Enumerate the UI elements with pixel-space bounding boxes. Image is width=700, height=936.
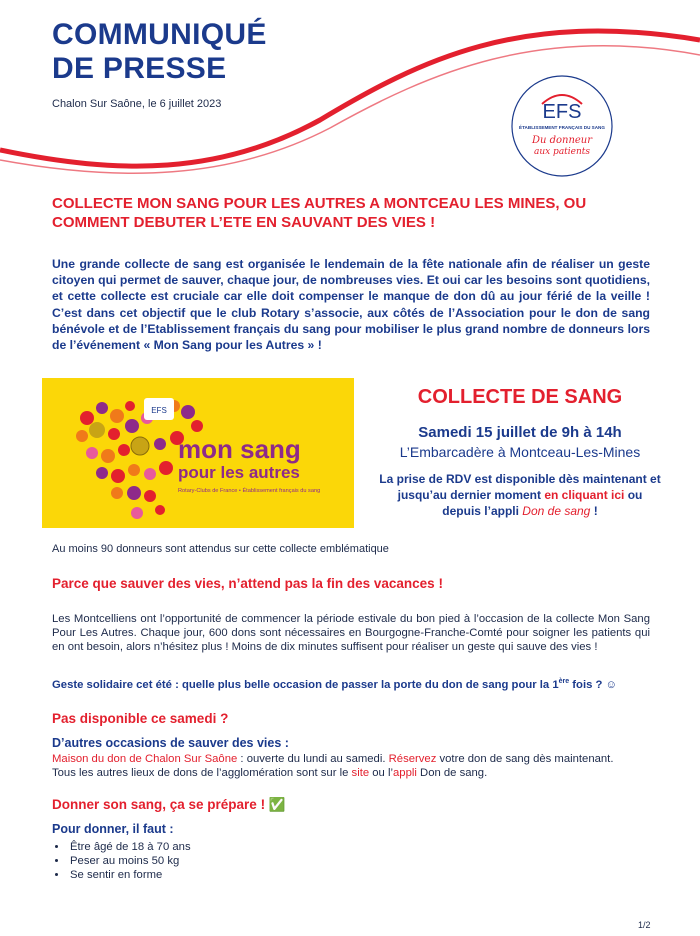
section2-subtitle: D’autres occasions de sauver des vies : [52,736,289,750]
rdv-text-3: ! [590,504,598,518]
title-line-2: DE PRESSE [52,52,227,85]
section2-text-5: Don de sang. [416,767,488,779]
event-rdv [378,471,662,519]
rdv-text-2: ou depuis l’appli [442,488,643,518]
logo-acronym: EFS [542,101,582,123]
banner-line-2: pour les autres [178,463,300,482]
section3-title [52,797,286,813]
gesture-sup: ère [558,678,570,685]
list-item: • Se sentir en forme [68,868,191,882]
title-line-1: COMMUNIQUÉ [52,18,267,51]
banner-line-3: Rotary-Clubs de France • Établissement français du sang [178,488,321,494]
mon-sang-banner [42,378,354,528]
event-heading: COLLECTE DE SANG [417,386,623,408]
list-item: • Peser au moins 50 kg [68,854,191,868]
gesture-line [52,678,617,691]
appli-link[interactable]: appli [393,767,417,779]
section2-text-3: Tous les autres lieux de dons de l’agglomération sont sur le [52,767,352,779]
section3-subtitle: Pour donner, il faut : [52,822,174,836]
section2-text-4: ou l’ [369,767,394,779]
page-number: 1/2 [638,920,651,930]
headline: COLLECTE MON SANG POUR LES AUTRES A MONTCEAU LES MINES, OU COMMENT DEBUTER L’ETE EN SAUVANT DES VIES ! [52,195,587,231]
section2-title: Pas disponible ce samedi ? [52,711,229,726]
rdv-link[interactable]: en cliquant ici [544,488,625,502]
event-date: Samedi 15 juillet de 9h à 14h [418,424,622,441]
page-title [52,18,267,86]
event-place: L’Embarcadère à Montceau-Les-Mines [399,444,641,460]
logo-org: ÉTABLISSEMENT FRANÇAIS DU SANG [519,125,605,130]
check-icon: ✅ [268,797,286,812]
logo-tagline-2: aux patients [533,147,591,157]
rdv-app-link[interactable]: Don de sang [522,504,591,518]
heart-dots-graphic [42,378,354,528]
gesture-text-2: fois ? ☺ [569,678,618,691]
banner-line-1: mon sang [178,434,301,464]
section1-title: Parce que sauver des vies, n’attend pas la fin des vacances ! [52,576,443,591]
section2-text-2: votre don de sang dès maintenant. [436,753,614,765]
section2-body [52,752,650,780]
gesture-text-1: Geste solidaire cet été : quelle plus belle occasion de passer la porte du don de sang pour la 1 [52,678,559,691]
event-info [378,386,662,519]
dateline: Chalon Sur Saône, le 6 juillet 2023 [52,98,222,110]
logo-tagline-1: Du donneur [531,135,593,146]
section2-text-1: : ouverte du lundi au samedi. [237,753,389,765]
section1-body: Les Montcelliens ont l’opportunité de commencer la période estivale du bon pied à l’occasion de la collecte Mon Sang Pour Les Autres. Chaque jour, 600 dons sont nécessaires en Bourgogne-Franche-Comté pour soigner les patients qui en ont besoin, alors n’hésitez plus ! Moins de dix minutes suffisent pour réaliser un geste qui sauve des vies ! [52,613,650,653]
efs-logo [510,74,614,178]
site-link[interactable]: site [351,767,370,779]
reserve-link[interactable]: Réservez [388,753,437,765]
section3-title-text: Donner son sang, ça se prépare ! [52,797,269,812]
requirements-list [52,840,191,882]
intro-paragraph: Une grande collecte de sang est organisée le lendemain de la fête nationale afin de réaliser un geste citoyen qui permet de sauver, chaque jour, de nombreuses vies. Et oui car les besoins sont quotidiens, et cette collecte est cruciale car elle doit compenser le manque de don dû au jour férié de la veille ! C’est dans cet objectif que le club Rotary s’associe, aux côtés de l’Association pour le don de sang bénévole et de l’Etablissement français du sang pour mobiliser le plus grand nombre de donneurs lors de l’événement « Mon Sang pour les Autres » ! [52,257,650,353]
maison-du-don-link[interactable]: Maison du don de Chalon Sur Saône [52,753,238,765]
banner-efs: EFS [151,406,167,415]
rdv-text-1: La prise de RDV est disponible dès maintenant et jusqu’au dernier moment [379,472,661,502]
attendance-note: Au moins 90 donneurs sont attendus sur cette collecte emblématique [52,543,389,555]
list-item: • Être âgé de 18 à 70 ans [68,840,191,854]
